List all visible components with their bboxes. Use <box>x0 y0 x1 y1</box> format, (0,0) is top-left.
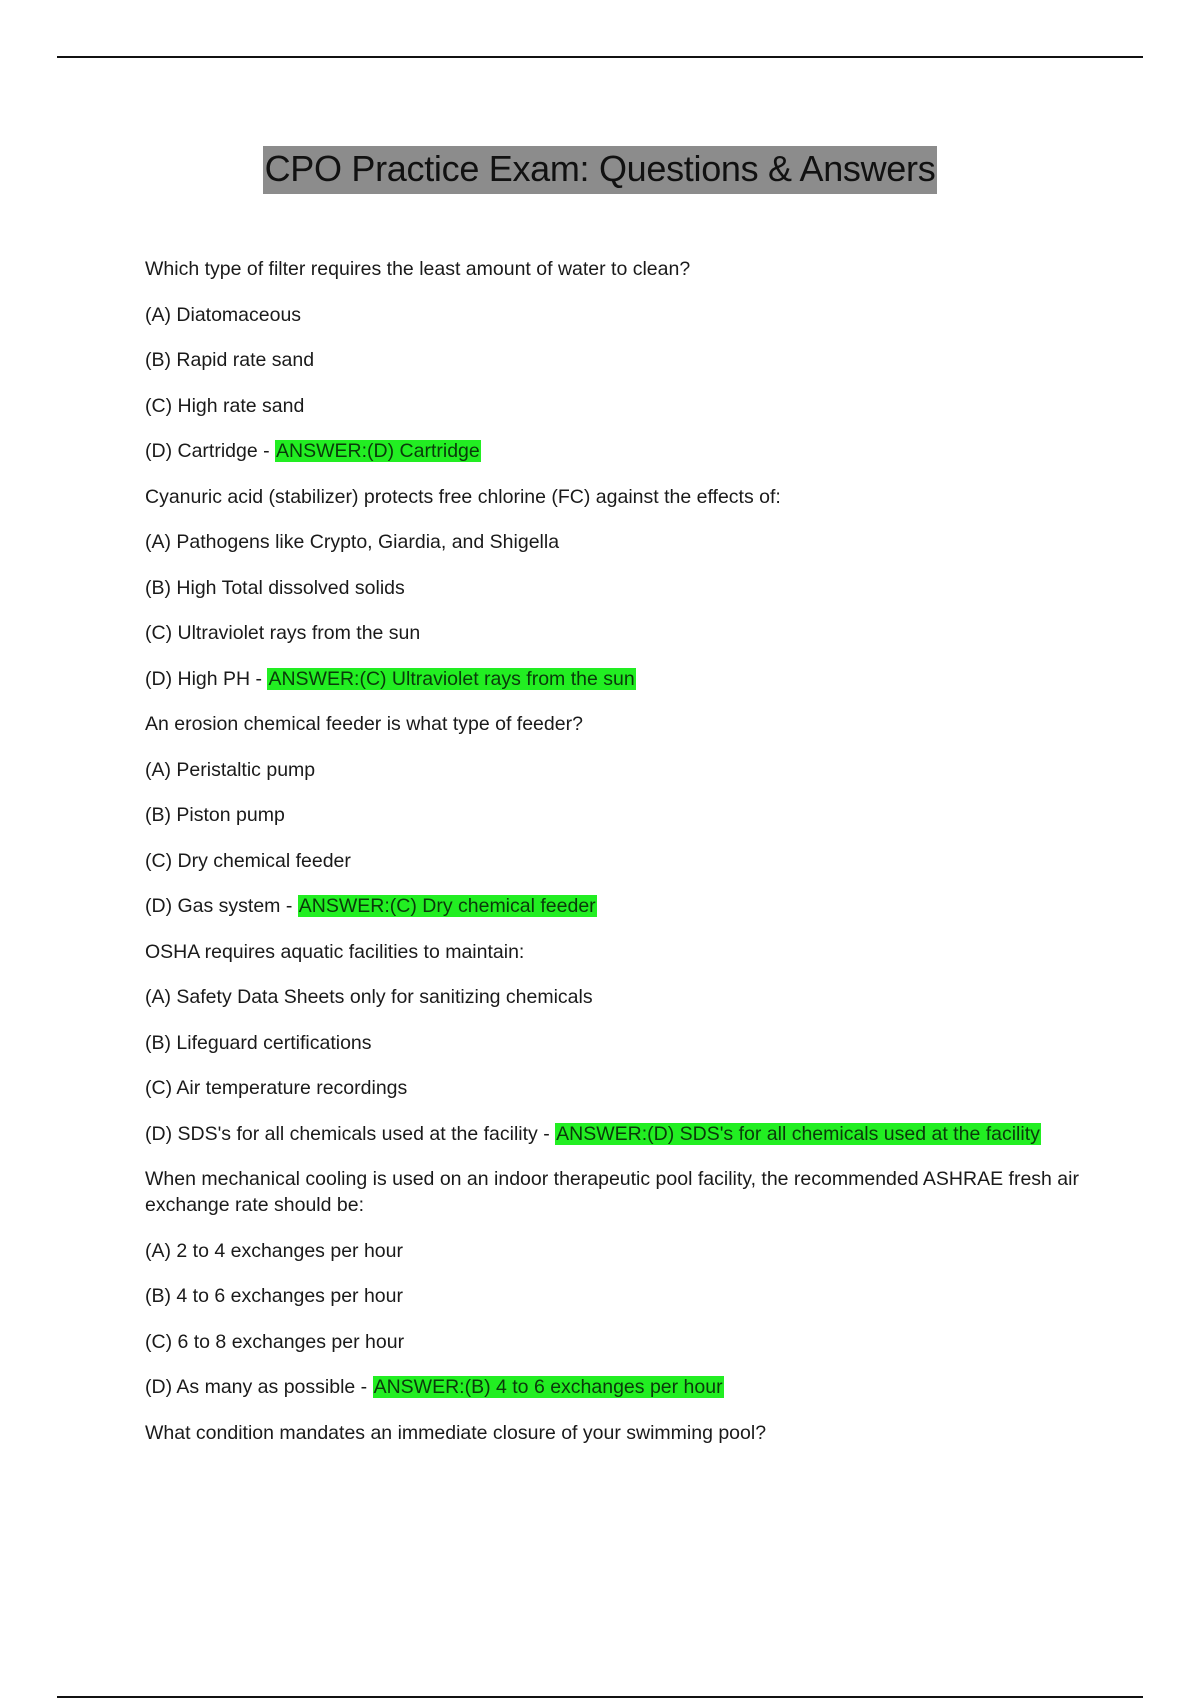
title-container <box>0 146 1200 194</box>
option-d-with-answer <box>145 1374 1095 1400</box>
option-d: (D) SDS's for all chemicals used at the facility - <box>145 1122 556 1145</box>
option-d-with-answer <box>145 666 1095 692</box>
option-a: (A) Safety Data Sheets only for sanitizing chemicals <box>145 986 593 1008</box>
option-d-with-answer <box>145 438 1095 464</box>
option-a: (A) Peristaltic pump <box>145 758 316 781</box>
option-c: (C) 6 to 8 exchanges per hour <box>145 1330 405 1353</box>
option-d: (D) Cartridge - <box>145 440 276 462</box>
answer-highlight: ANSWER:(B) 4 to 6 exchanges per hour <box>373 1376 723 1398</box>
option-c: (C) Air temperature recordings <box>145 1077 408 1099</box>
option-a: (A) Pathogens like Crypto, Giardia, and Shigella <box>145 531 560 553</box>
top-rule <box>57 56 1143 58</box>
question-text: Cyanuric acid (stabilizer) protects free chlorine (FC) against the effects of: <box>145 485 781 508</box>
option-c: (C) Ultraviolet rays from the sun <box>145 622 421 644</box>
option-b: (B) Piston pump <box>145 804 285 826</box>
question-text: An erosion chemical feeder is what type of feeder? <box>145 713 583 735</box>
question-text: When mechanical cooling is used on an indoor therapeutic pool facility, the recommended ASHRAE fresh air exchange rate should be: <box>145 1168 1079 1216</box>
option-b: (B) High Total dissolved solids <box>145 576 405 599</box>
question-text: OSHA requires aquatic facilities to maintain: <box>145 940 525 963</box>
option-a: (A) 2 to 4 exchanges per hour <box>145 1239 403 1262</box>
document-title: CPO Practice Exam: Questions & Answers <box>263 146 938 194</box>
answer-highlight: ANSWER:(C) Ultraviolet rays from the sun <box>268 667 635 690</box>
option-a: (A) Diatomaceous <box>145 303 302 326</box>
option-c: (C) High rate sand <box>145 394 305 417</box>
answer-highlight: ANSWER:(D) SDS's for all chemicals used at the facility <box>556 1122 1040 1145</box>
option-b: (B) Rapid rate sand <box>145 349 315 371</box>
option-d-with-answer <box>145 1121 1095 1147</box>
option-d: (D) Gas system - <box>145 895 298 917</box>
option-c: (C) Dry chemical feeder <box>145 849 351 872</box>
bottom-rule <box>57 1696 1143 1698</box>
question-list <box>145 256 1095 1465</box>
option-d-with-answer <box>145 893 1095 919</box>
answer-highlight: ANSWER:(D) Cartridge <box>276 440 480 462</box>
option-b: (B) 4 to 6 exchanges per hour <box>145 1285 403 1307</box>
option-d: (D) As many as possible - <box>145 1376 373 1398</box>
option-b: (B) Lifeguard certifications <box>145 1031 372 1054</box>
option-d: (D) High PH - <box>145 667 268 690</box>
question-text: What condition mandates an immediate closure of your swimming pool? <box>145 1421 767 1444</box>
question-text: Which type of filter requires the least amount of water to clean? <box>145 258 691 280</box>
answer-highlight: ANSWER:(C) Dry chemical feeder <box>298 895 596 917</box>
